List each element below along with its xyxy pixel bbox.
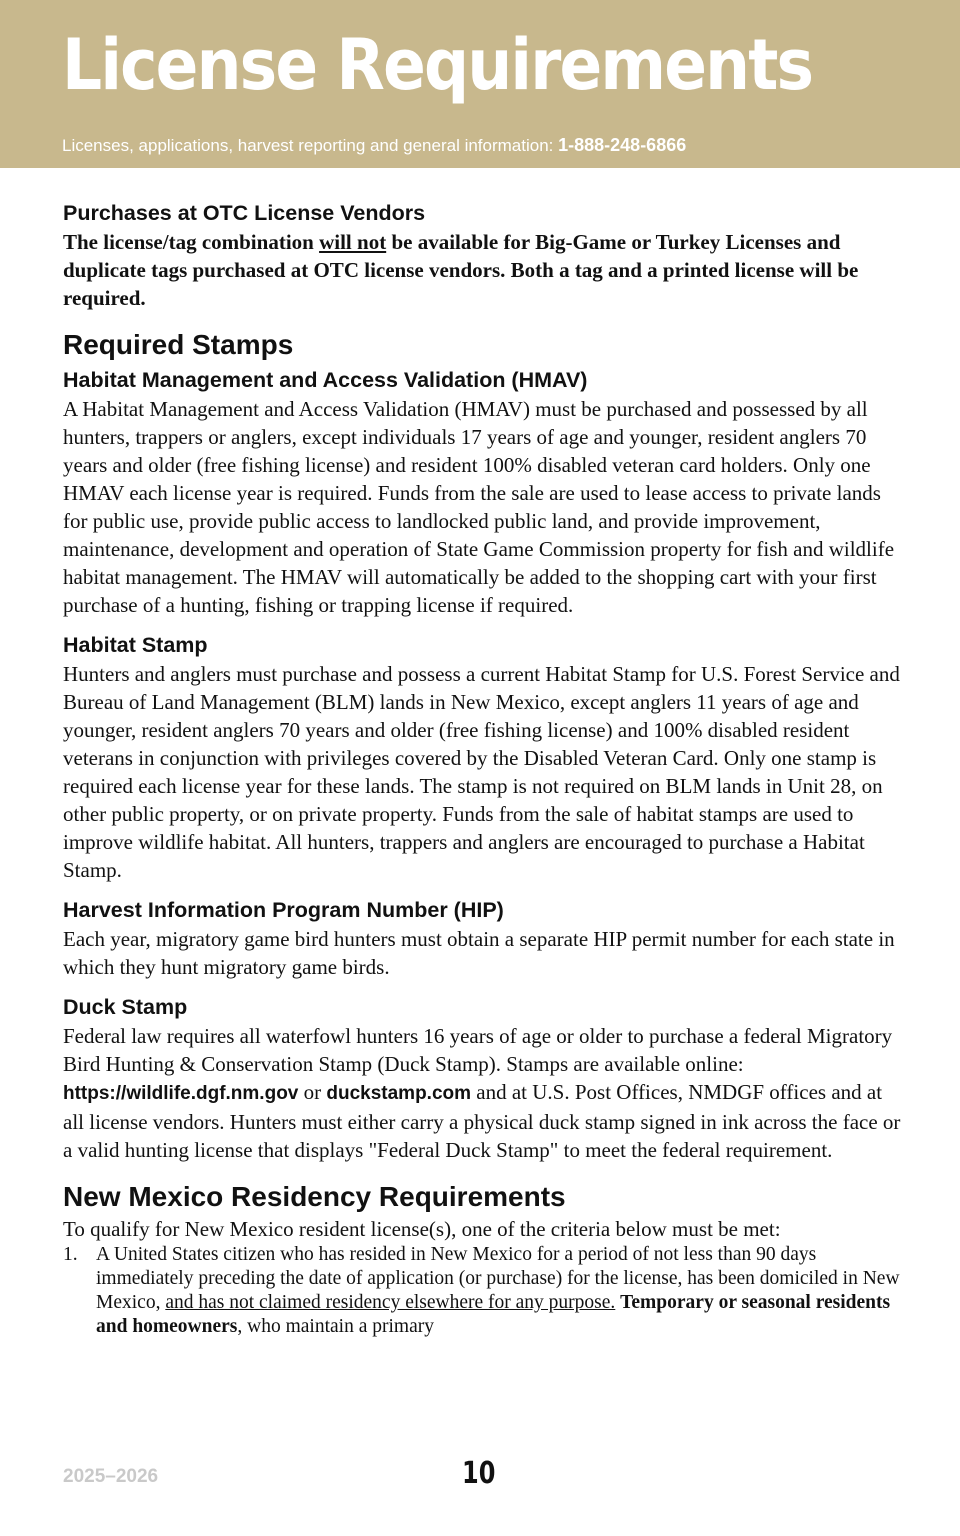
item-text-3: , who maintain a primary	[237, 1316, 434, 1337]
hmav-text: A Habitat Management and Access Validation (HMAV) must be purchased and possessed by all hunters, trappers or anglers, except individuals 17 years of age and younger, resident anglers 70 years and older (free fishing license) and resident 100% disabled veteran card holders. Only one HMAV each license year is required. Funds from the sale are used to lease access to private lands for public use, provide public access to landlocked public land, and provide improvement, maintenance, development and operation of State Game Commission property for fish and wildlife habitat management. The HMAV will automatically be added to the shopping cart with your first purchase of a hunting, fishing or trapping license if required.	[63, 397, 895, 617]
duck-text-1: Federal law requires all waterfowl hunters 16 years of age or older to purchase a federal Migratory Bird Hunting & Conservation Stamp (Duck Stamp). Stamps are available online:	[63, 1024, 893, 1076]
otc-heading: Purchases at OTC License Vendors	[63, 201, 426, 225]
duck-text-or: or	[298, 1080, 327, 1104]
duck-stamp-text	[63, 1022, 903, 1164]
header-subtitle	[62, 135, 686, 156]
otc-text-underlined: will not	[319, 230, 387, 254]
item-text-1: A United States citizen who has resided in New Mexico for a period of not less than 90 days immediately preceding the date of application (or purchase) for the license, has been domiciled in New Mexico,	[96, 1244, 900, 1313]
header-banner	[0, 0, 960, 168]
page-number: 10	[462, 1456, 496, 1491]
hip-heading: Harvest Information Program Number (HIP)	[63, 898, 504, 922]
hmav-heading: Habitat Management and Access Validation (HMAV)	[63, 368, 588, 392]
page-title: License Requirements	[62, 24, 813, 106]
habitat-stamp-heading: Habitat Stamp	[63, 633, 208, 657]
hip-text: Each year, migratory game bird hunters must obtain a separate HIP permit number for each state in which they hunt migratory game birds.	[63, 927, 895, 979]
list-item-number: 1.	[63, 1244, 78, 1265]
list-item	[63, 1243, 903, 1339]
list-item-text	[96, 1243, 903, 1339]
duck-stamp-heading: Duck Stamp	[63, 995, 188, 1019]
required-stamps-heading: Required Stamps	[63, 329, 294, 360]
duckstamp-link[interactable]: duckstamp.com	[326, 1083, 472, 1104]
item-bold: Temporary or seasonal residents and homeowners	[96, 1292, 891, 1337]
otc-text	[63, 228, 903, 312]
otc-text-1: The license/tag combination	[63, 230, 320, 254]
residency-heading: New Mexico Residency Requirements	[63, 1181, 566, 1212]
residency-intro: To qualify for New Mexico resident license(s), one of the criteria below must be met:	[63, 1217, 781, 1241]
phone-number: 1-888-248-6866	[558, 135, 687, 155]
habitat-stamp-text: Hunters and anglers must purchase and possess a current Habitat Stamp for U.S. Forest Service and Bureau of Land Management (BLM) lands in New Mexico, except anglers 11 years of age and younger, resident anglers 70 years and older (free fishing license) and 100% disabled resident veterans in conjunction with privileges covered by the Disabled Veteran Card. Only one stamp is required each license year for these lands. The stamp is not required on BLM lands in Unit 28, on other public property, or on private property. Funds from the sale of habitat stamps are used to improve wildlife habitat. All hunters, trappers and anglers are encouraged to purchase a Habitat Stamp.	[63, 662, 900, 882]
residency-list	[63, 1243, 903, 1339]
wildlife-link[interactable]: https://wildlife.dgf.nm.gov	[63, 1083, 299, 1104]
header-subtitle-text: Licenses, applications, harvest reporting and general information:	[62, 136, 559, 155]
otc-text-2: be available for Big-Game or Turkey Licenses and duplicate tags purchased at OTC license vendors. Both a tag and a printed license will be required.	[63, 230, 859, 310]
main-content	[63, 199, 903, 1339]
duck-text-2: and at U.S. Post Offices, NMDGF offices and at all license vendors. Hunters must either carry a physical duck stamp signed in ink across the face or a valid hunting license that displays "Federal Duck Stamp" to meet the federal requirement.	[63, 1080, 901, 1162]
footer-year: 2025–2026	[63, 1466, 159, 1487]
item-underlined: and has not claimed residency elsewhere for any purpose.	[165, 1292, 616, 1313]
